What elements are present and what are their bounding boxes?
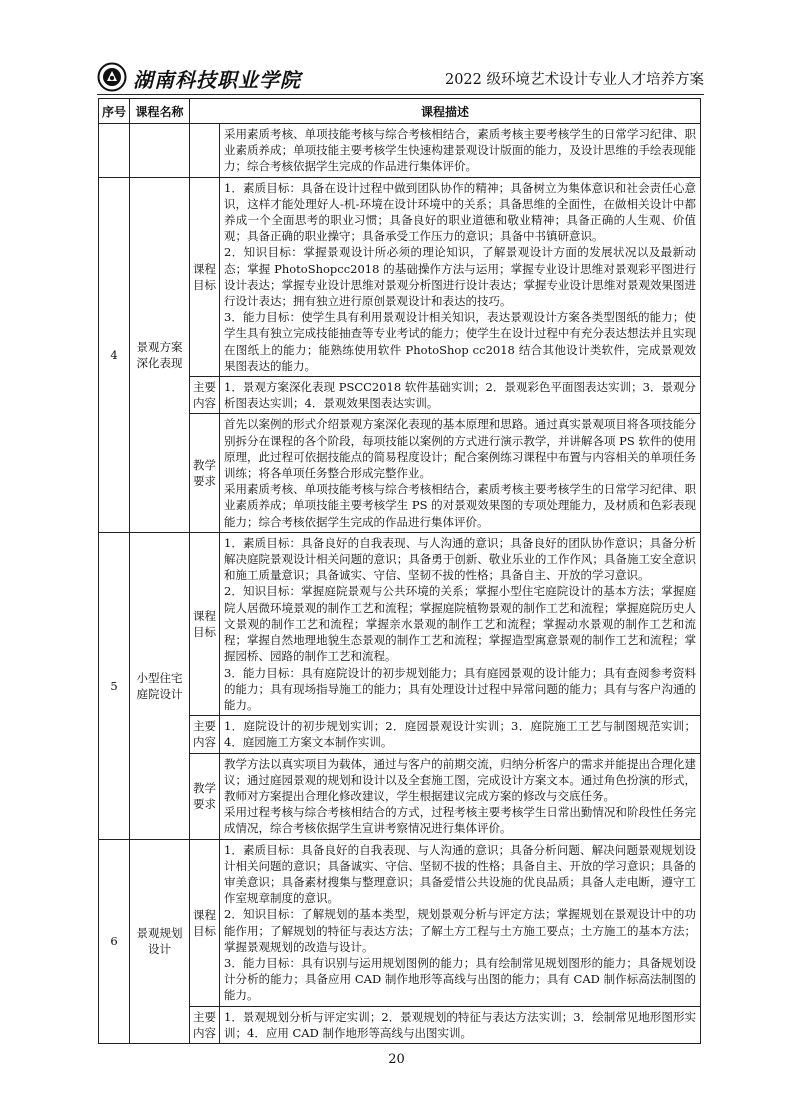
course-no: 4 <box>99 177 130 532</box>
table-row <box>99 839 701 1006</box>
header-rule <box>97 94 704 95</box>
course-teach: 教学方法以真实项目为载体，通过与客户的前期交流，归纳分析客户的需求并能提出合理化建议；通过庭园景观的规划和设计以及全套施工图，完成设计方案文本。通过角色扮演的形式，教师对方案提出合理化修改建议，学生根据建议完成方案的修改与交底任务。 采用过程考核与综合考核相结合的方式，过程考核主要考核学生日常出勤情况和阶段性任务完成情况，综合考核依据学生宣讲考察情况进行集体评价。 <box>220 753 701 839</box>
course-content: 1．景观方案深化表现 PSCC2018 软件基础实训；2．景观彩色平面图表达实训；3．景观分析图表达实训；4．景观效果图表达实训。 <box>220 377 701 414</box>
cont-desc: 采用素质考核、单项技能考核与综合考核相结合，素质考核主要考核学生的日常学习纪律、职业素质养成；单项技能主要考核学生快速构建景观设计版面的能力，及设计思维的手绘表现能力；综合考核依据学生完成的作品进行集体评价。 <box>220 124 701 178</box>
table-row <box>99 414 701 532</box>
course-name: 小型住宅庭院设计 <box>130 532 190 839</box>
course-table <box>98 98 701 1044</box>
document-title: 2022 级环境艺术设计专业人才培养方案 <box>444 72 704 88</box>
course-goal: 1．素质目标：具备良好的自我表现、与人沟通的意识；具备良好的团队协作意识；具备分析解决庭院景观设计相关问题的意识；具备勇于创新、敬业乐业的工作作风；具备施工安全意识和施工质量意识；具备诚实、守信、坚韧不拔的性格；具备自主、开放的学习意识。 2．知识目标：掌握庭院景观与公共环境的关系；掌握小型住宅庭院设计的基本方法；掌握庭院人居微环境景观的制作工艺和流程；掌握庭院植物景观的制作工艺和流程；掌握庭院历史人文景观的制作工艺和流程；掌握亲水景观的制作工艺和流程；掌握动水景观的制作工艺和流程；掌握自然地理地貌生态景观的制作工艺和流程；掌握造型寓意景观的制作工艺和流程；掌握园桥、园路的制作工艺和流程。 3．能力目标：具有庭院设计的初步规划能力；具有庭园景观的设计能力；具有查阅参考资料的能力；具有现场指导施工的能力；具有处理设计过程中异常问题的能力；具有与客户沟通的能力。 <box>220 532 701 715</box>
row-label: 教学要求 <box>190 414 220 532</box>
table-row <box>99 532 701 715</box>
school-logo-icon <box>97 62 127 92</box>
course-content: 1．庭院设计的初步规划实训；2．庭园景观设计实训；3．庭院施工工艺与制图规范实训；4．庭园施工方案文本制作实训。 <box>220 716 701 753</box>
page-header <box>97 62 704 90</box>
row-label: 课程目标 <box>190 177 220 376</box>
course-name: 景观方案深化表现 <box>130 177 190 532</box>
header-desc: 课程描述 <box>190 99 701 124</box>
table-row <box>99 1006 701 1043</box>
course-no: 5 <box>99 532 130 839</box>
course-no: 6 <box>99 839 130 1043</box>
course-teach: 首先以案例的形式介绍景观方案深化表现的基本原理和思路。通过真实景观项目将各项技能分别拆分在课程的各个阶段，每项技能以案例的方式进行演示教学，并讲解各项 PS 软件的使用原理，此过程可依据技能点的简易程度设计；配合案例练习课程中布置与内容相关的单项任务训练；将各单项任务整合形成完整作业。 采用素质考核、单项技能考核与综合考核相结合，素质考核主要考核学生的日常学习纪律、职业素质养成；单项技能主要考核学生 PS 的对景观效果图的专项处理能力，及材质和色彩表现能力；综合考核依据学生完成的作品进行集体评价。 <box>220 414 701 532</box>
course-goal: 1．素质目标：具备在设计过程中做到团队协作的精神；具备树立为集体意识和社会责任心意识，这样才能处理好人-机-环境在设计环境中的关系；具备思维的全面性，在做相关设计中都养成一个全面思考的职业习惯；具备良好的职业道德和敬业精神；具备正确的人生观、价值观；具备正确的职业操守；具备承受工作压力的意识；具备中书镇研意识。 2．知识目标：掌握景观设计所必须的理论知识，了解景观设计方面的发展状况以及最新动态；掌握 PhotoShopcc2018 的基础操作方法与运用；掌握专业设计思维对景观彩平图进行设计表达；掌握专业设计思维对景观分析图进行设计表达；掌握专业设计思维对景观效果图进行设计表达；拥有独立进行原创景观设计和表达的技巧。 3．能力目标：使学生具有利用景观设计相关知识，表达景观设计方案各类型图纸的能力；使学生具有独立完成技能抽查等专业考试的能力；使学生在设计过程中有充分表达想法并且实现在图纸上的能力；能熟练使用软件 PhotoShop cc2018 结合其他设计类软件，完成景观效果图表达的能力。 <box>220 177 701 376</box>
table-row <box>99 753 701 839</box>
course-name: 景观规划设计 <box>130 839 190 1043</box>
table-row <box>99 716 701 753</box>
school-name: 湖南科技职业学院 <box>133 68 301 92</box>
table-header-row <box>99 99 701 124</box>
course-goal: 1．素质目标：具备良好的自我表现、与人沟通的意识；具备分析问题、解决问题景观规划设计相关问题的意识；具备诚实、守信、坚韧不拔的性格；具备自主、开放的学习意识；具备的审美意识；具备素材搜集与整理意识；具备爱惜公共设施的优良品质；具备人走电断，遵守工作室规章制度的意识。 2．知识目标：了解规划的基本类型，规划景观分析与评定方法；掌握规划在景观设计中的功能作用；了解规划的特征与表达方法；了解土方工程与土方施工要点；土方施工的基本方法；掌握景观规划的改造与设计。 3．能力目标：具有识别与运用规划图例的能力；具有绘制常见规划图形的能力；具备规划设计分析的能力；具备应用 CAD 制作地形等高线与出图的能力；具有 CAD 制作标高法制图的能力。 <box>220 839 701 1006</box>
row-label: 主要内容 <box>190 1006 220 1043</box>
row-label: 课程目标 <box>190 532 220 715</box>
page-number: 20 <box>388 1052 405 1067</box>
header-no: 序号 <box>99 99 130 124</box>
table-row <box>99 377 701 414</box>
course-content: 1．景观规划分析与评定实训；2．景观规划的特征与表达方法实训；3．绘制常见地形图形实训；4．应用 CAD 制作地形等高线与出图实训。 <box>220 1006 701 1043</box>
row-label: 主要内容 <box>190 716 220 753</box>
row-label: 教学要求 <box>190 753 220 839</box>
row-label: 主要内容 <box>190 377 220 414</box>
table-row <box>99 124 701 178</box>
row-label: 课程目标 <box>190 839 220 1006</box>
header-name: 课程名称 <box>130 99 190 124</box>
table-row <box>99 177 701 376</box>
